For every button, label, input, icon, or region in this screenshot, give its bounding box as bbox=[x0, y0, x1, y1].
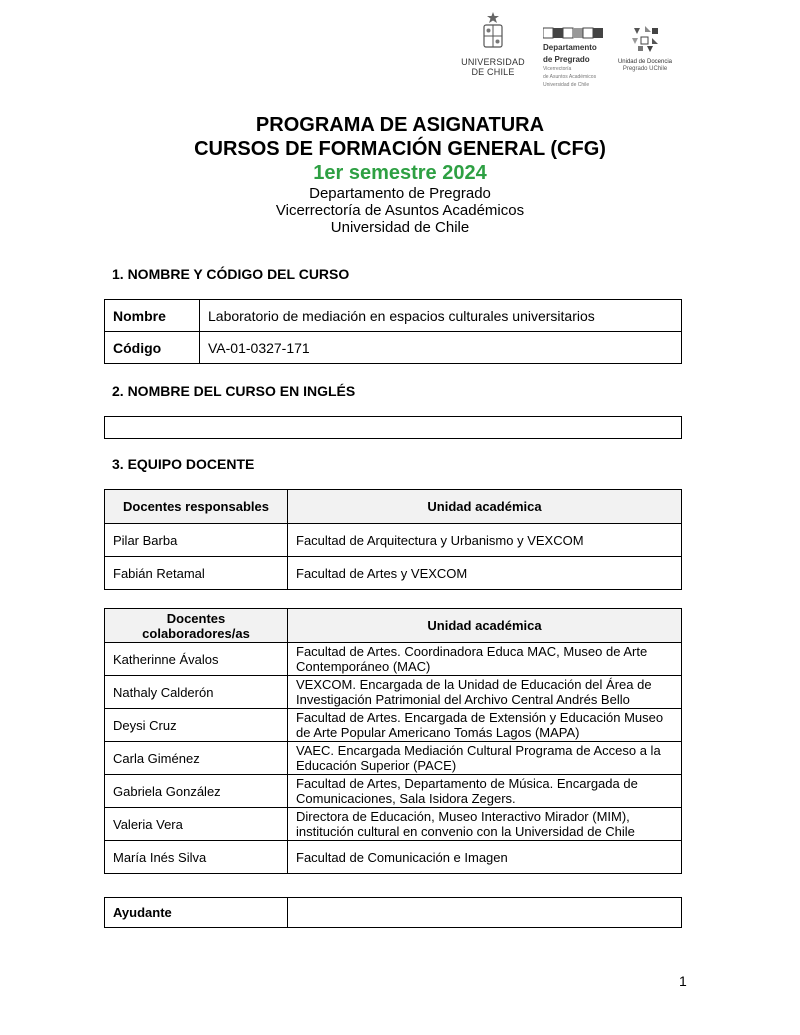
university-name-line1: UNIVERSIDAD bbox=[461, 57, 525, 67]
docente-name: Pilar Barba bbox=[105, 524, 288, 557]
title-line1: PROGRAMA DE ASIGNATURA bbox=[255, 114, 545, 136]
table-row bbox=[105, 841, 682, 874]
docente-unit: Facultad de Artes y VEXCOM bbox=[288, 557, 682, 590]
docente-unit: Facultad de Arquitectura y Urbanismo y VEXCOM bbox=[288, 524, 682, 557]
english-name-table bbox=[104, 416, 682, 439]
nombre-label: Nombre bbox=[105, 300, 200, 332]
colaborador-name: Carla Giménez bbox=[105, 742, 288, 775]
table-row bbox=[105, 775, 682, 808]
colaborador-name: Nathaly Calderón bbox=[105, 676, 288, 709]
dept-sub-line1: Vicerrectoría bbox=[543, 66, 572, 72]
ayudante-label: Ayudante bbox=[105, 898, 288, 928]
unit-line1: Facultad de Artes. Encargada de Extensión y Educación Museo bbox=[296, 710, 664, 725]
header-logos bbox=[455, 12, 695, 92]
colaborador-name: Katherinne Ávalos bbox=[105, 643, 288, 676]
dept-sub-line3: Universidad de Chile bbox=[543, 82, 590, 88]
unit-line2: Contemporáneo (MAC) bbox=[296, 659, 431, 674]
codigo-label: Código bbox=[105, 332, 200, 364]
table-row bbox=[105, 557, 682, 590]
docente-name: Fabián Retamal bbox=[105, 557, 288, 590]
unit-line2: de Arte Popular Americano Tomás Lagos (MAPA) bbox=[296, 725, 580, 740]
table-row bbox=[105, 808, 682, 841]
colaborador-name: María Inés Silva bbox=[105, 841, 288, 874]
university-name-line2: DE CHILE bbox=[471, 67, 515, 77]
col-header-line2: colaboradores/as bbox=[142, 625, 250, 641]
table-row bbox=[105, 676, 682, 709]
semester-label: 1er semestre 2024 bbox=[313, 162, 487, 184]
title-line2: CURSOS DE FORMACIÓN GENERAL (CFG) bbox=[194, 138, 606, 160]
colaborador-unit bbox=[288, 742, 682, 775]
table-row bbox=[105, 643, 682, 676]
unit-line1: Facultad de Artes, Departamento de Música. Encargada de bbox=[296, 776, 638, 791]
unit-line2: Investigación Patrimonial del Archivo Central Andrés Bello bbox=[296, 692, 630, 707]
table-header-row bbox=[105, 609, 682, 643]
document-title-block bbox=[0, 113, 800, 236]
col-header-docentes-colaboradores bbox=[105, 609, 288, 643]
departamento-pregrado-logo bbox=[543, 26, 613, 88]
colaborador-name: Deysi Cruz bbox=[105, 709, 288, 742]
university-crest-icon bbox=[479, 12, 507, 52]
unit-line2: Educación Superior (PACE) bbox=[296, 758, 457, 773]
unit-line1: VAEC. Encargada Mediación Cultural Programa de Acceso a la bbox=[296, 743, 661, 758]
col-header-line1: Docentes bbox=[166, 610, 226, 626]
dept-title-line2: de Pregrado bbox=[543, 55, 590, 64]
nombre-value: Laboratorio de mediación en espacios culturales universitarios bbox=[200, 300, 682, 332]
table-row bbox=[105, 898, 682, 928]
unit-line1: VEXCOM. Encargada de la Unidad de Educación del Área de bbox=[296, 677, 652, 692]
table-row bbox=[105, 709, 682, 742]
colaborador-unit bbox=[288, 808, 682, 841]
section-2-heading: 2. NOMBRE DEL CURSO EN INGLÉS bbox=[112, 383, 356, 399]
col-header-unidad-academica: Unidad académica bbox=[288, 490, 682, 524]
col-header-docentes-responsables: Docentes responsables bbox=[105, 490, 288, 524]
colaborador-unit bbox=[288, 676, 682, 709]
table-row bbox=[105, 417, 682, 439]
table-row bbox=[105, 332, 682, 364]
ayudante-value bbox=[288, 898, 682, 928]
colaborador-unit bbox=[288, 709, 682, 742]
dept-title-line1: Departamento bbox=[543, 43, 597, 52]
unit-name-line1: Unidad de Docencia bbox=[617, 59, 673, 65]
unit-line1: Directora de Educación, Museo Interactivo Mirador (MIM), bbox=[296, 809, 630, 824]
course-name-code-table bbox=[104, 299, 682, 364]
table-row bbox=[105, 300, 682, 332]
docentes-colaboradores-table bbox=[104, 608, 682, 874]
english-name-value bbox=[105, 417, 682, 439]
unit-name-line2: Pregrado UChile bbox=[622, 66, 668, 72]
colaborador-unit: Facultad de Comunicación e Imagen bbox=[288, 841, 682, 874]
table-header-row bbox=[105, 490, 682, 524]
colaborador-name: Gabriela González bbox=[105, 775, 288, 808]
section-3-heading: 3. EQUIPO DOCENTE bbox=[112, 456, 255, 472]
vicerrectoria-line: Vicerrectoría de Asuntos Académicos bbox=[275, 202, 525, 219]
unidad-docencia-logo bbox=[613, 24, 677, 73]
department-line: Departamento de Pregrado bbox=[309, 185, 491, 202]
table-row bbox=[105, 742, 682, 775]
university-line: Universidad de Chile bbox=[330, 219, 470, 236]
col-header-unidad-academica: Unidad académica bbox=[288, 609, 682, 643]
unit-line2: institución cultural en convenio con la Universidad de Chile bbox=[296, 824, 635, 839]
unit-mark-icon bbox=[626, 24, 664, 54]
table-row bbox=[105, 524, 682, 557]
colaborador-name: Valeria Vera bbox=[105, 808, 288, 841]
docentes-responsables-table bbox=[104, 489, 682, 590]
codigo-value: VA-01-0327-171 bbox=[200, 332, 682, 364]
colaborador-unit bbox=[288, 775, 682, 808]
ayudante-table bbox=[104, 897, 682, 928]
squares-pattern-icon bbox=[543, 26, 605, 40]
unit-line2: Comunicaciones, Sala Isidora Zegers. bbox=[296, 791, 516, 806]
unit-line1: Facultad de Artes. Coordinadora Educa MAC, Museo de Arte bbox=[296, 644, 648, 659]
page-number: 1 bbox=[679, 973, 687, 989]
dept-sub-line2: de Asuntos Académicos bbox=[543, 74, 597, 80]
universidad-de-chile-logo bbox=[455, 12, 531, 77]
section-1-heading: 1. NOMBRE Y CÓDIGO DEL CURSO bbox=[112, 266, 350, 282]
colaborador-unit bbox=[288, 643, 682, 676]
